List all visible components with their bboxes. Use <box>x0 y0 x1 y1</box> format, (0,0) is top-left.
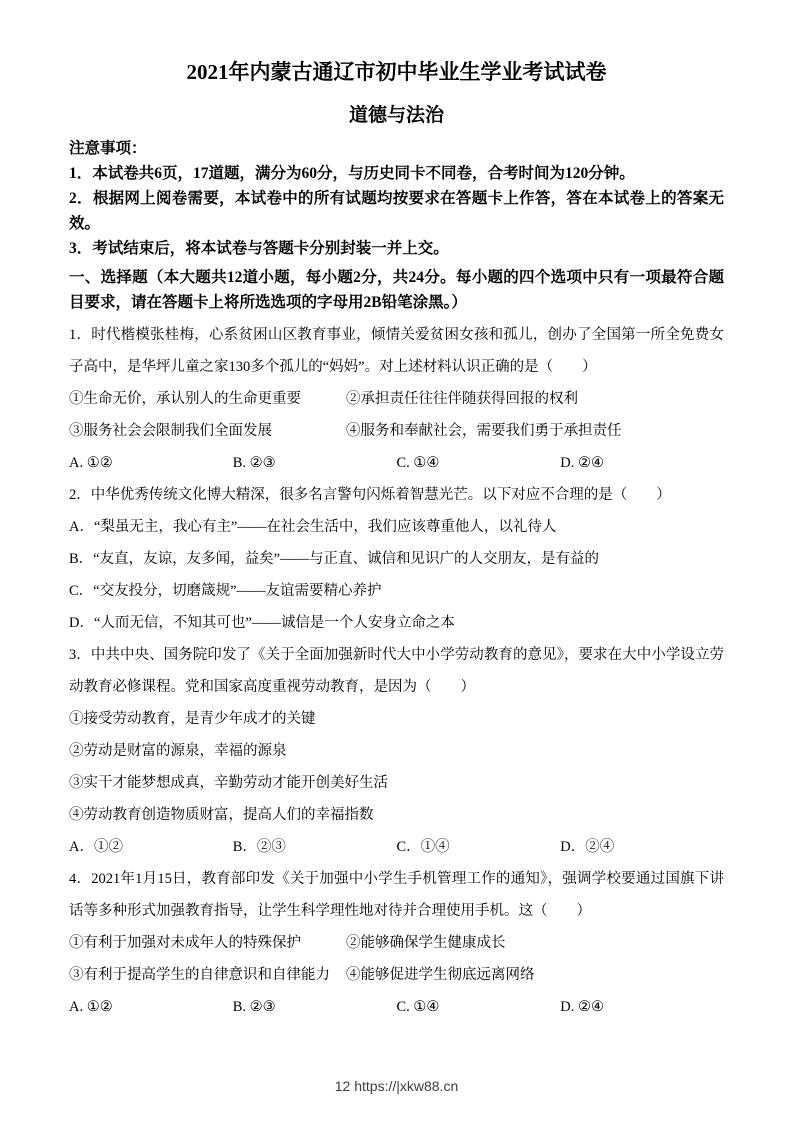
question-3-choices <box>69 831 724 863</box>
section-heading: 一、选择题（本大题共12道小题，每小题2分，共24分。每小题的四个选项中只有一项最符合题目要求，请在答题卡上将所选选项的字母用2B铅笔涂黑。） <box>69 269 724 311</box>
question-4-stem: 4．2021年1月15日，教育部印发《关于加强中小学生手机管理工作的通知》，强调学校要通过国旗下讲话等多种形式加强教育指导，让学生科学理性地对待并合理使用手机。这（ ） <box>69 871 724 919</box>
statement-2: ②能够确保学生健康成长 <box>346 935 506 951</box>
question-1-statements <box>69 383 724 447</box>
question-3-stem: 3．中共中央、国务院印发了《关于全面加强新时代大中小学劳动教育的意见》，要求在大中小学设立劳动教育必修课程。党和国家高度重视劳动教育，是因为（ ） <box>69 647 724 695</box>
choice-c: C．①④ <box>396 839 450 855</box>
question-2-stem: 2．中华优秀传统文化博大精深，很多名言警句闪烁着智慧光芒。以下对应不合理的是（ ） <box>69 487 671 503</box>
statement-3: ③服务社会会限制我们全面发展 <box>69 423 272 439</box>
choice-a: A．①② <box>69 839 123 855</box>
notice-item-1: 1．本试卷共6页，17道题，满分为60分，与历史同卡不同卷，合考时间为120分钟。 <box>69 165 635 182</box>
notices-section <box>69 136 724 261</box>
choice-c: C. ①④ <box>396 999 440 1015</box>
exam-title: 2021年内蒙古通辽市初中毕业生学业考试试卷 <box>186 60 607 84</box>
choice-d: D. ②④ <box>560 455 604 471</box>
notice-item-3: 3．考试结束后，将本试卷与答题卡分别封装一并上交。 <box>69 240 449 257</box>
question-3 <box>69 639 724 863</box>
question-2 <box>69 479 724 639</box>
question-4-choices <box>69 991 724 1023</box>
question-4-statements <box>69 927 724 991</box>
option-c: C．“交友投分，切磨箴规”——友谊需要精心养护 <box>69 583 382 599</box>
statement-1: ①生命无价，承认别人的生命更重要 <box>69 391 301 407</box>
exam-subject: 道德与法治 <box>348 105 444 126</box>
statement-1: ①接受劳动教育，是青少年成才的关键 <box>69 711 316 727</box>
notices-heading: 注意事项： <box>69 140 147 157</box>
choice-a: A. ①② <box>69 455 113 471</box>
statement-3: ③实干才能梦想成真，辛勤劳动才能开创美好生活 <box>69 775 388 791</box>
question-4 <box>69 863 724 1023</box>
option-a: A．“梨虽无主，我心有主”——在社会生活中，我们应该尊重他人，以礼待人 <box>69 519 557 535</box>
choice-b: B．②③ <box>232 839 286 855</box>
choice-a: A. ①② <box>69 999 113 1015</box>
statement-2: ②劳动是财富的源泉，幸福的源泉 <box>69 743 287 759</box>
statement-4: ④服务和奉献社会，需要我们勇于承担责任 <box>346 423 622 439</box>
choice-c: C. ①④ <box>396 455 440 471</box>
statement-3: ③有利于提高学生的自律意识和自律能力 <box>69 967 330 983</box>
choice-d: D．②④ <box>560 839 615 855</box>
statement-4: ④能够促进学生彻底远离网络 <box>346 967 535 983</box>
choice-d: D. ②④ <box>560 999 604 1015</box>
choice-b: B. ②③ <box>232 999 276 1015</box>
option-b: B．“友直，友谅，友多闻，益矣”——与正直、诚信和见识广的人交朋友，是有益的 <box>69 551 600 567</box>
statement-4: ④劳动教育创造物质财富，提高人们的幸福指数 <box>69 807 374 823</box>
question-1-stem: 1．时代楷模张桂梅，心系贫困山区教育事业，倾情关爱贫困女孩和孤儿，创办了全国第一所全免费女子高中，是华坪儿童之家130多个孤儿的“妈妈”。对上述材料认识正确的是（ ） <box>69 327 724 375</box>
statement-1: ①有利于加强对未成年人的特殊保护 <box>69 935 301 951</box>
question-1 <box>69 319 724 479</box>
page-footer <box>0 1078 793 1094</box>
option-d: D．“人而无信，不知其可也”——诚信是一个人安身立命之本 <box>69 615 455 631</box>
choice-b: B. ②③ <box>232 455 276 471</box>
notice-item-2: 2．根据网上阅卷需要，本试卷中的所有试题均按要求在答题卡上作答，答在本试卷上的答案无效。 <box>69 190 724 232</box>
statement-2: ②承担责任往往伴随获得回报的权利 <box>346 391 578 407</box>
questions-area <box>69 319 724 1023</box>
footer-text: 12 https://|xkw88.cn <box>334 1078 459 1094</box>
question-1-choices <box>69 447 724 479</box>
